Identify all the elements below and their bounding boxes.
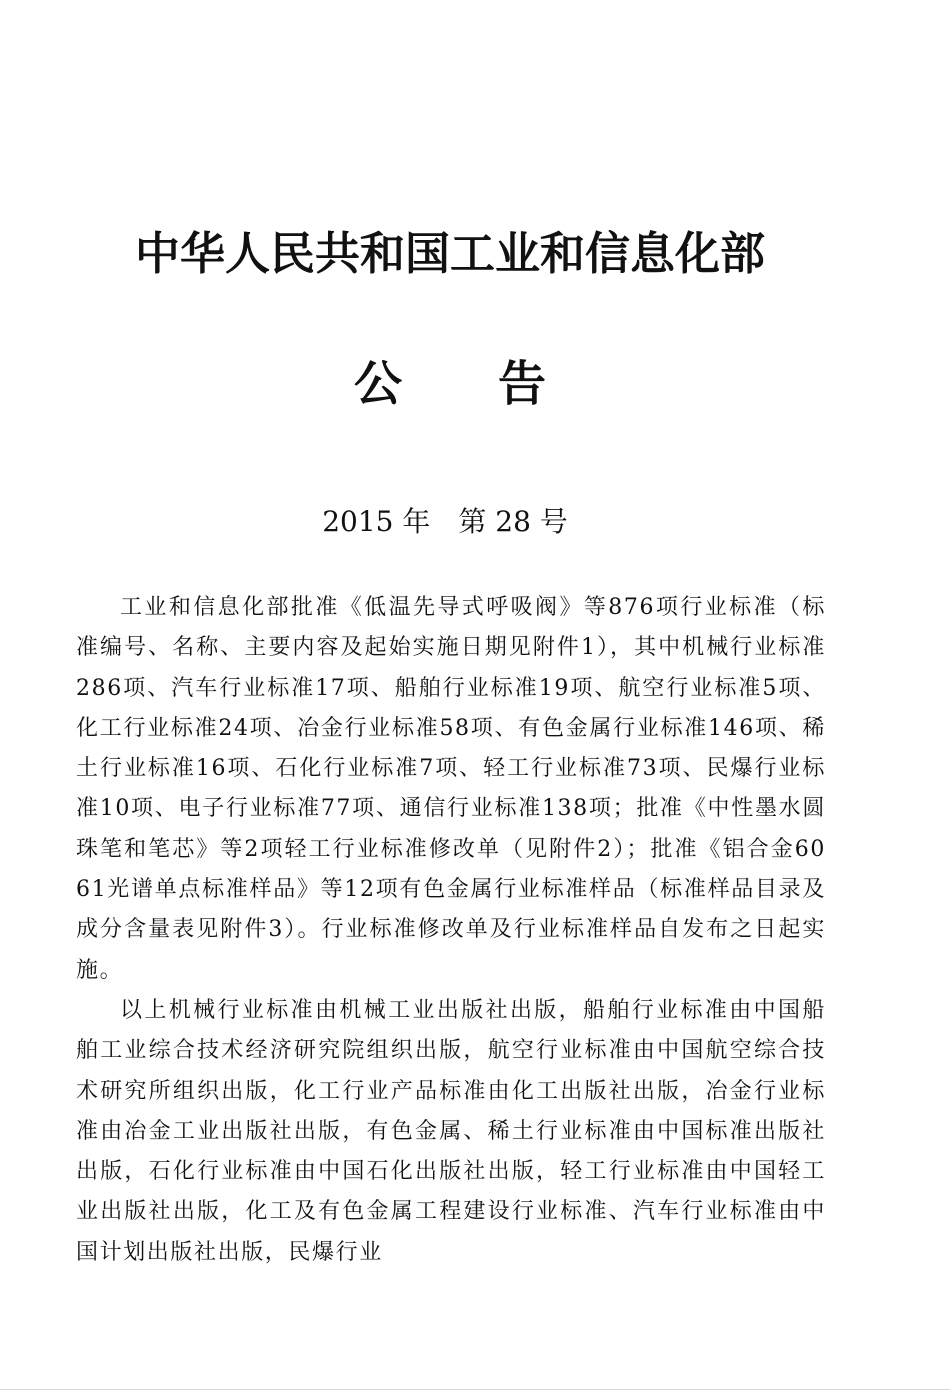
document-number: 2015 年 第 28 号 [322, 505, 568, 538]
ministry-title: 中华人民共和国工业和信息化部 [134, 227, 765, 280]
announcement-body [76, 588, 826, 1273]
paragraph-2: 以上机械行业标准由机械工业出版社出版，船舶行业标准由中国船舶工业综合技术经济研究院组织出版，航空行业标准由中国航空综合技术研究所组织出版，化工行业产品标准由化工出版社出版，冶金行业标准由冶金工业出版社出版，有色金属、稀土行业标准由中国标准出版社出版，石化行业标准由中国石化出版社出版，轻工行业标准由中国轻工业出版社出版，化工及有色金属工程建设行业标准、汽车行业标准由中国计划出版社出版，民爆行业 [76, 997, 826, 1265]
page-bottom-edge [0, 1389, 950, 1390]
document-type-heading: 公 告 [353, 356, 546, 412]
paragraph-1: 工业和信息化部批准《低温先导式呼吸阀》等876项行业标准（标准编号、名称、主要内容及起始实施日期见附件1），其中机械行业标准286项、汽车行业标准17项、船舶行业标准19项、航空行业标准5项、化工行业标准24项、冶金行业标准58项、有色金属行业标准146项、稀土行业标准16项、石化行业标准7项、轻工行业标准73项、民爆行业标准10项、电子行业标准77项、通信行业标准138项；批准《中性墨水圆珠笔和笔芯》等2项轻工行业标准修改单（见附件2）；批准《铝合金6061光谱单点标准样品》等12项有色金属行业标准样品（标准样品目录及成分含量表见附件3）。行业标准修改单及行业标准样品自发布之日起实施。 [76, 595, 826, 983]
